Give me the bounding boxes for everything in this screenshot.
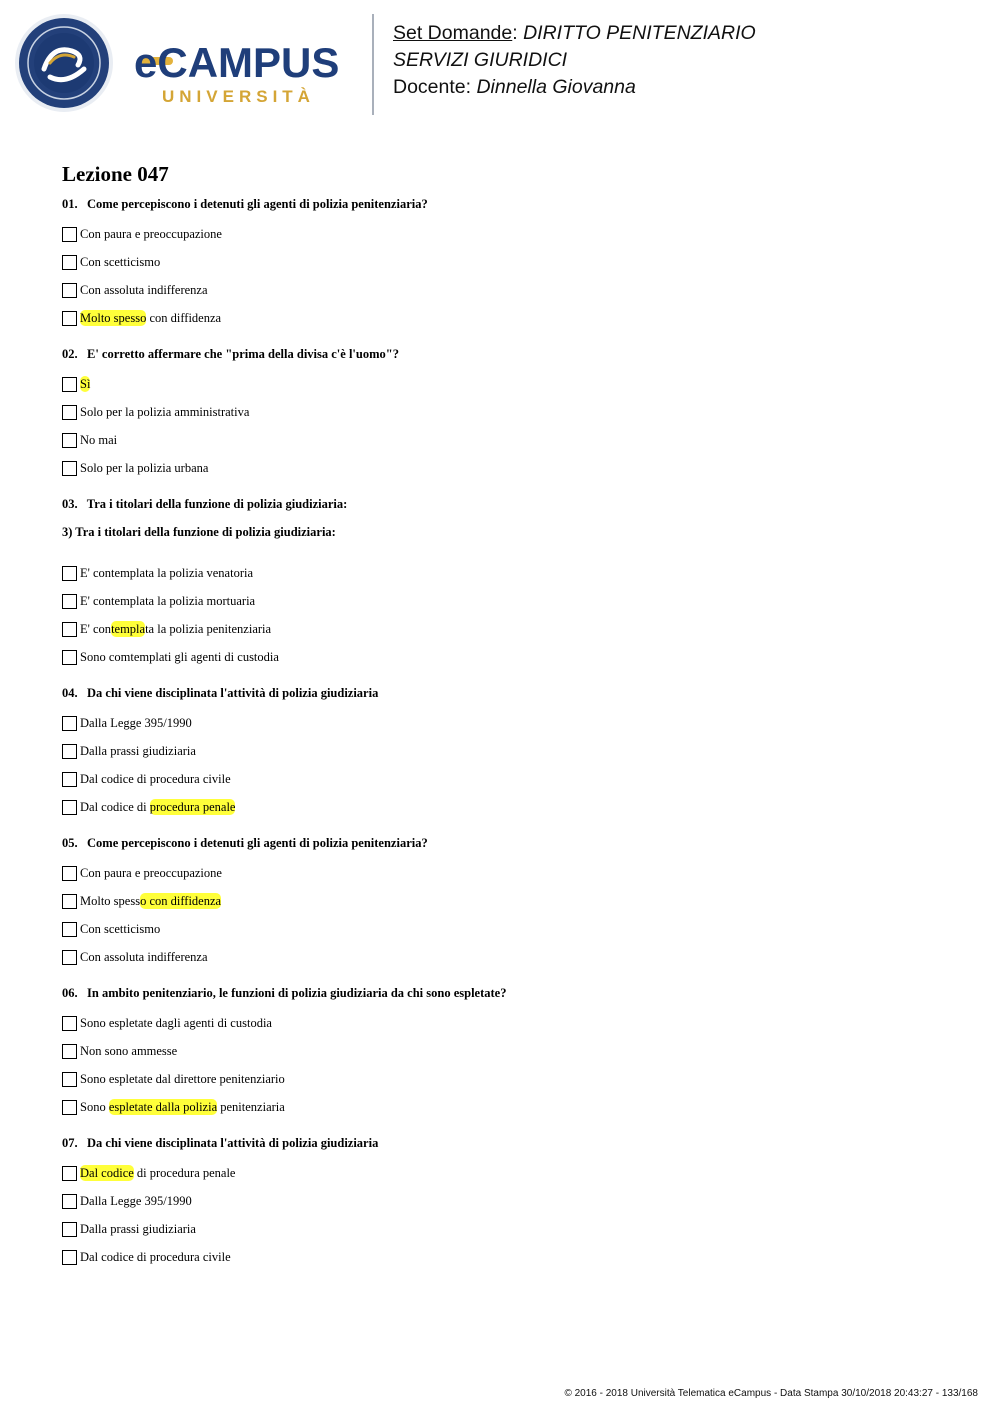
- question-prompt: Tra i titolari della funzione di polizia giudiziaria:: [86, 497, 348, 511]
- question-number: 07.: [62, 1136, 78, 1150]
- answer-text-plain: Con scetticismo: [80, 254, 161, 269]
- answer-checkbox[interactable]: [62, 594, 77, 609]
- answer-text-plain: di procedura penale: [133, 1165, 236, 1180]
- answer-option[interactable]: [62, 402, 962, 422]
- answer-checkbox[interactable]: [62, 566, 77, 581]
- answer-option[interactable]: [62, 619, 962, 639]
- answer-text: [80, 950, 208, 965]
- question-prompt: E' corretto affermare che "prima della divisa c'è l'uomo"?: [87, 347, 399, 361]
- answer-text: [80, 1044, 177, 1059]
- set-value: DIRITTO PENITENZIARIO: [523, 22, 756, 44]
- answer-highlight: Molto spesso: [80, 310, 147, 325]
- answer-highlight: templa: [111, 621, 146, 636]
- answer-text-plain: Con scetticismo: [80, 921, 161, 936]
- teacher-label: Docente:: [393, 76, 477, 98]
- answer-text-plain: Dalla prassi giudiziaria: [80, 743, 196, 758]
- answer-text-plain: Dal codice di procedura civile: [80, 771, 231, 786]
- answer-text-plain: No mai: [80, 432, 118, 447]
- answer-option[interactable]: [62, 891, 962, 911]
- answer-option[interactable]: [62, 647, 962, 667]
- answer-text: [80, 227, 222, 242]
- answer-text-plain: Con paura e preoccupazione: [80, 865, 222, 880]
- answer-highlight: o con diffidenza: [140, 893, 222, 908]
- answer-checkbox[interactable]: [62, 772, 77, 787]
- answer-checkbox[interactable]: [62, 894, 77, 909]
- set-colon: :: [512, 22, 524, 44]
- question-number-gap: [78, 347, 87, 361]
- question-number-gap: [78, 986, 87, 1000]
- question-text: [62, 835, 962, 851]
- answer-checkbox[interactable]: [62, 283, 77, 298]
- answer-checkbox[interactable]: [62, 311, 77, 326]
- answer-text: [80, 433, 117, 448]
- answer-checkbox[interactable]: [62, 622, 77, 637]
- set-value-2: SERVIZI GIURIDICI: [393, 49, 568, 71]
- answer-text-plain: E' contemplata la polizia mortuaria: [80, 593, 256, 608]
- answer-text: [80, 866, 222, 881]
- question-text: [62, 985, 962, 1001]
- answer-option[interactable]: [62, 741, 962, 761]
- answer-option[interactable]: [62, 797, 962, 817]
- answer-checkbox[interactable]: [62, 950, 77, 965]
- answer-text-plain: penitenziaria: [217, 1099, 285, 1114]
- answer-text-plain: Sono espletate dagli agenti di custodia: [80, 1015, 272, 1030]
- answer-checkbox[interactable]: [62, 922, 77, 937]
- answer-text-plain: E' contemplata la polizia venatoria: [80, 565, 254, 580]
- page-footer: © 2016 - 2018 Università Telematica eCampus - Data Stampa 30/10/2018 20:43:27 - 133/168: [564, 1388, 978, 1399]
- answer-option[interactable]: [62, 1219, 962, 1239]
- page-header: [0, 0, 1000, 130]
- question-block: [62, 346, 962, 478]
- question-block: [62, 985, 962, 1117]
- teacher-value: Dinnella Giovanna: [476, 76, 636, 98]
- answer-option[interactable]: [62, 458, 962, 478]
- answer-checkbox[interactable]: [62, 227, 77, 242]
- answer-text: [80, 800, 235, 815]
- answer-option[interactable]: [62, 1013, 962, 1033]
- question-number-gap: [78, 686, 87, 700]
- answer-text-plain: Dalla Legge 395/1990: [80, 1193, 192, 1208]
- answer-text-plain: Non sono ammesse: [80, 1043, 178, 1058]
- answer-checkbox[interactable]: [62, 1166, 77, 1181]
- answer-checkbox[interactable]: [62, 1100, 77, 1115]
- question-number-gap: [78, 197, 87, 211]
- answer-checkbox[interactable]: [62, 1072, 77, 1087]
- answer-text: [80, 311, 221, 326]
- answer-checkbox[interactable]: [62, 377, 77, 392]
- answer-option[interactable]: [62, 374, 962, 394]
- answer-checkbox[interactable]: [62, 255, 77, 270]
- answer-text: [80, 1166, 235, 1181]
- ecampus-logo: [14, 13, 374, 118]
- answer-text: [80, 922, 160, 937]
- question-block: [62, 496, 962, 667]
- answer-option[interactable]: [62, 563, 962, 583]
- answer-text-plain: Molto spess: [80, 893, 141, 908]
- question-text: [62, 1135, 962, 1151]
- question-prompt: In ambito penitenziario, le funzioni di polizia giudiziaria da chi sono espletate?: [87, 986, 507, 1000]
- question-prompt: Come percepiscono i detenuti gli agenti di polizia penitenziaria?: [87, 836, 428, 850]
- question-prompt: Da chi viene disciplinata l'attività di polizia giudiziaria: [87, 1136, 379, 1150]
- question-text: [62, 685, 962, 701]
- answer-checkbox[interactable]: [62, 800, 77, 815]
- question-number-gap: [78, 1136, 87, 1150]
- question-text: [62, 196, 962, 212]
- answer-option[interactable]: [62, 1069, 962, 1089]
- answer-text-plain: Solo per la polizia urbana: [80, 460, 209, 475]
- answer-text: [80, 1222, 196, 1237]
- answer-option[interactable]: [62, 224, 962, 244]
- answer-text-plain: Con assoluta indifferenza: [80, 282, 208, 297]
- answer-text-plain: Solo per la polizia amministrativa: [80, 404, 250, 419]
- answer-text: [80, 744, 196, 759]
- teacher-line: [393, 74, 756, 101]
- answer-text-plain: Dalla prassi giudiziaria: [80, 1221, 196, 1236]
- answer-option[interactable]: [62, 1247, 962, 1267]
- answer-checkbox[interactable]: [62, 433, 77, 448]
- question-list: [62, 196, 962, 1267]
- answer-text: [80, 255, 160, 270]
- answer-text: [80, 716, 192, 731]
- answer-checkbox[interactable]: [62, 1250, 77, 1265]
- answer-text-plain: Dalla Legge 395/1990: [80, 715, 192, 730]
- header-divider: [372, 14, 374, 115]
- answer-text: [80, 283, 208, 298]
- answer-text-plain: ta la polizia penitenziaria: [145, 621, 272, 636]
- answer-text: [80, 377, 90, 392]
- question-subtext: 3) Tra i titolari della funzione di polizia giudiziaria:: [62, 525, 336, 539]
- answer-text: [80, 594, 255, 609]
- answer-text-plain: con diffidenza: [146, 310, 222, 325]
- answer-option[interactable]: [62, 430, 962, 450]
- question-set: [62, 160, 962, 1285]
- answer-checkbox[interactable]: [62, 1044, 77, 1059]
- answer-text: [80, 772, 231, 787]
- question-block: [62, 835, 962, 967]
- lesson-title: Lezione 047: [62, 162, 169, 186]
- answer-text-plain: Sono: [80, 1099, 109, 1114]
- answer-text: [80, 461, 208, 476]
- answer-checkbox[interactable]: [62, 1016, 77, 1031]
- answer-text-plain: Con assoluta indifferenza: [80, 949, 208, 964]
- question-prompt: Da chi viene disciplinata l'attività di polizia giudiziaria: [87, 686, 379, 700]
- answer-option[interactable]: [62, 308, 962, 328]
- set-label: Set Domande: [393, 22, 513, 44]
- answer-text: [80, 1100, 285, 1115]
- answer-option[interactable]: [62, 919, 962, 939]
- answer-option[interactable]: [62, 1191, 962, 1211]
- answer-text: [80, 1194, 192, 1209]
- answer-text: [80, 650, 279, 665]
- answer-option[interactable]: [62, 591, 962, 611]
- question-number-gap: [78, 497, 87, 511]
- answer-checkbox[interactable]: [62, 405, 77, 420]
- answer-checkbox[interactable]: [62, 461, 77, 476]
- question-number: 06.: [62, 986, 78, 1000]
- answer-text-plain: E' con: [80, 621, 112, 636]
- question-block: [62, 1135, 962, 1267]
- answer-option[interactable]: [62, 280, 962, 300]
- answer-option[interactable]: [62, 947, 962, 967]
- answer-option[interactable]: [62, 769, 962, 789]
- answer-checkbox[interactable]: [62, 744, 77, 759]
- question-text: [62, 346, 962, 362]
- question-number-gap: [78, 836, 87, 850]
- answer-text-plain: Dal codice di: [80, 799, 150, 814]
- answer-checkbox[interactable]: [62, 1222, 77, 1237]
- answer-option[interactable]: [62, 713, 962, 733]
- brand-name: eCAMPUS: [134, 39, 340, 86]
- answer-text-plain: Sono espletate dal direttore penitenziario: [80, 1071, 285, 1086]
- question-number: 05.: [62, 836, 78, 850]
- answer-option[interactable]: [62, 252, 962, 272]
- answer-checkbox[interactable]: [62, 1194, 77, 1209]
- answer-highlight: Sì: [80, 376, 91, 391]
- answer-highlight: espletate dalla polizia: [108, 1099, 218, 1114]
- answer-text-plain: Sono comtemplati gli agenti di custodia: [80, 649, 279, 664]
- question-number: 03.: [62, 497, 78, 511]
- answer-option[interactable]: [62, 1097, 962, 1117]
- answer-text: [80, 405, 249, 420]
- question-text: [62, 496, 962, 512]
- answer-text: [80, 566, 253, 581]
- set-line: [393, 20, 756, 47]
- question-block: [62, 685, 962, 817]
- answer-checkbox[interactable]: [62, 650, 77, 665]
- brand-subtitle: UNIVERSITÀ: [162, 87, 315, 106]
- answer-option[interactable]: [62, 1041, 962, 1061]
- question-block: [62, 196, 962, 328]
- question-number: 01.: [62, 197, 78, 211]
- question-number: 02.: [62, 347, 78, 361]
- answer-text: [80, 894, 221, 909]
- question-number: 04.: [62, 686, 78, 700]
- course-info: [393, 20, 756, 101]
- answer-text: [80, 1016, 272, 1031]
- answer-text: [80, 1072, 285, 1087]
- answer-checkbox[interactable]: [62, 716, 77, 731]
- answer-text-plain: Con paura e preoccupazione: [80, 226, 222, 241]
- answer-text: [80, 1250, 231, 1265]
- answer-text: [80, 622, 271, 637]
- question-prompt: Come percepiscono i detenuti gli agenti di polizia penitenziaria?: [87, 197, 428, 211]
- answer-highlight: procedura penale: [149, 799, 236, 814]
- answer-highlight: Dal codice: [80, 1165, 134, 1180]
- answer-text-plain: Dal codice di procedura civile: [80, 1249, 231, 1264]
- answer-option[interactable]: [62, 1163, 962, 1183]
- answer-checkbox[interactable]: [62, 866, 77, 881]
- answer-option[interactable]: [62, 863, 962, 883]
